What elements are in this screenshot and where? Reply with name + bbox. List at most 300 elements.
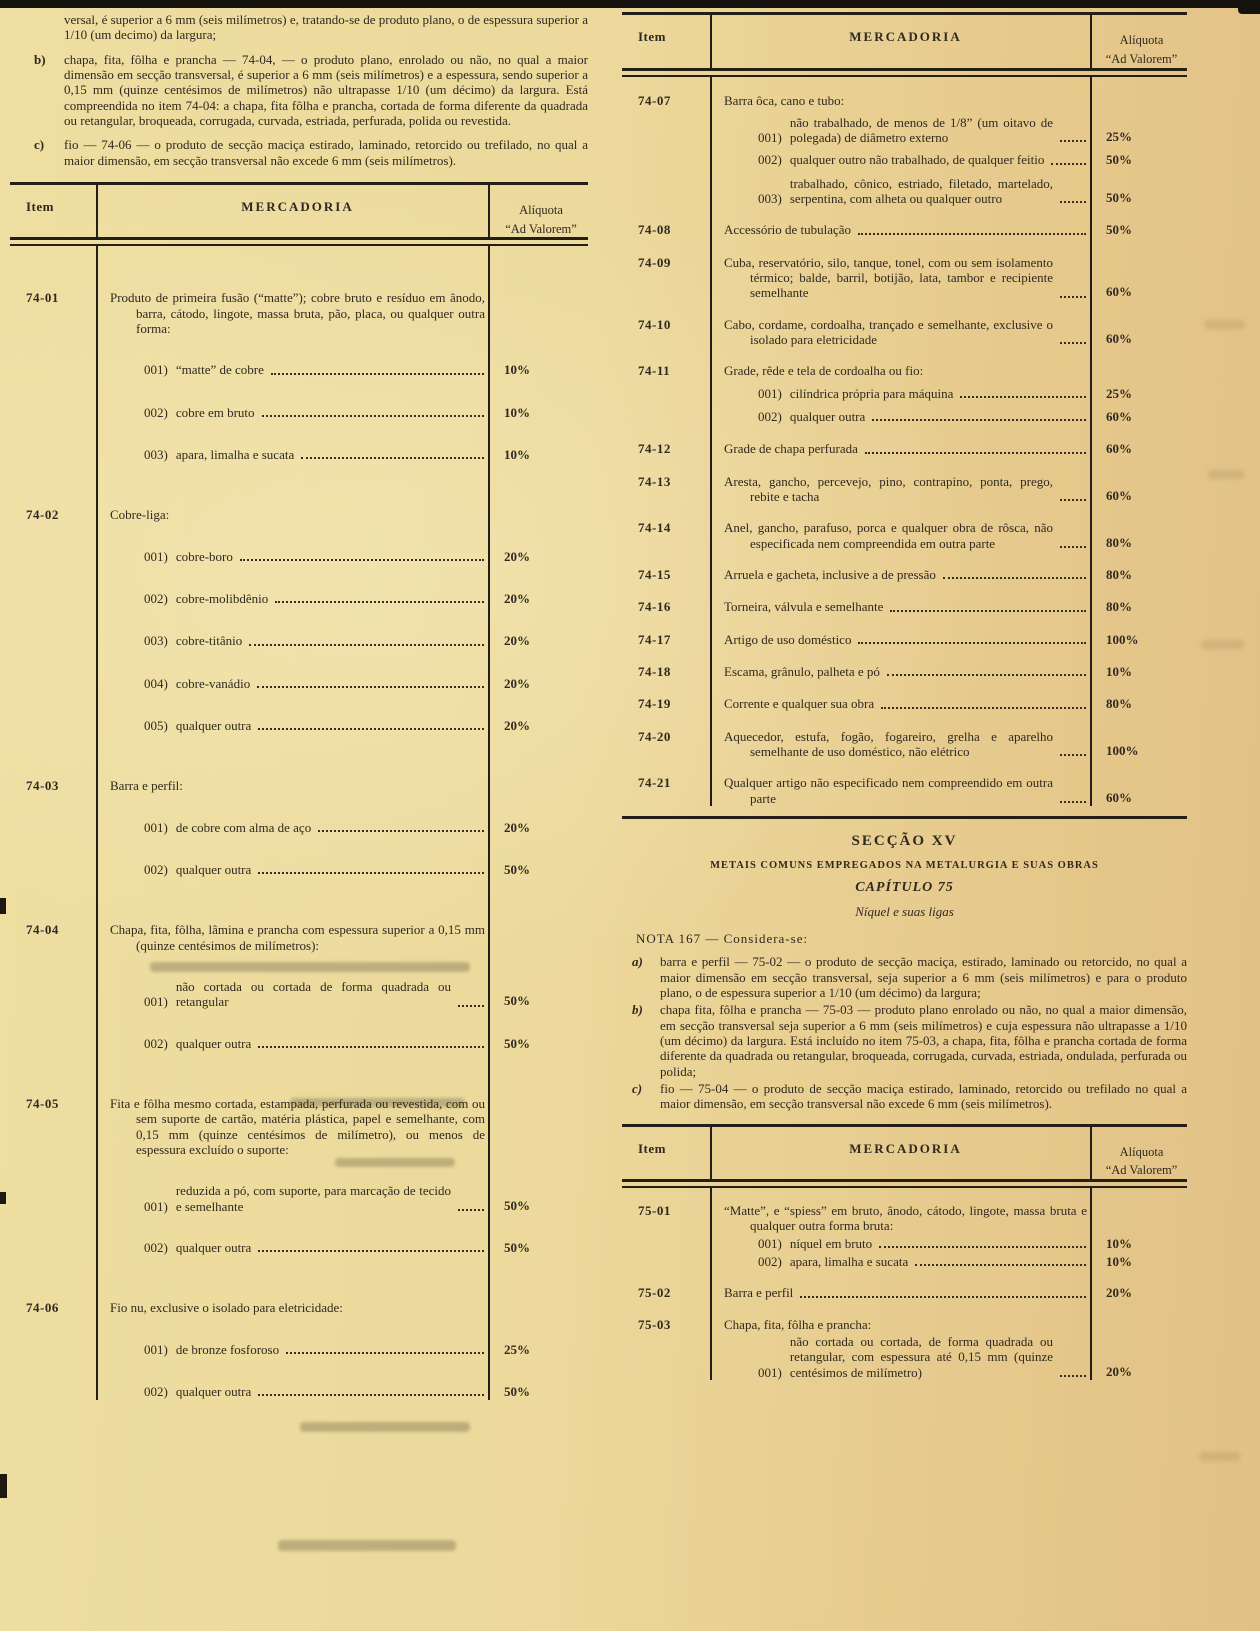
paragraph-text: chapa, fita, fôlha e prancha — 74-04, — o produto plano, enrolado ou não, no qual a maior dimensão em secção transversal, é superior a 6 mm (seis milímetros) e a espessura, sendo superior a 0,15 mm (quinze centésimos de milímetros) não ultrapasse 1/10 (um décimo) da largura. Está compreendida no item 74-04: a chapa, fita fôlha e prancha, cortada de forma diferente da quadrada ou retangular, broqueada, corrugada, curvada, estriada, perfurada, polida ou revestida.	[64, 51, 588, 128]
row-description-line	[724, 1317, 1087, 1332]
subitem-cell	[98, 650, 490, 692]
subrow-spacer-cell	[10, 650, 98, 692]
subitem-line	[110, 862, 485, 877]
row-description: Aresta, gancho, percevejo, pino, contrapino, ponta, prego, rebite e tacha	[724, 473, 1053, 505]
subitem-rate: 20%	[1106, 1363, 1132, 1379]
row-description-cell	[712, 551, 1092, 583]
row-item-code: 74-02	[10, 463, 98, 522]
subitem-text: não cortada ou cortada, de forma quadrada ou retangular, com espessura até 0,15 mm (quinze centésimos de milímetro)	[789, 1334, 1053, 1380]
subitem-cell	[712, 169, 1092, 207]
row-rate	[1092, 77, 1187, 108]
subitem-line	[110, 1183, 485, 1214]
bleed-through-mark	[1200, 1452, 1240, 1461]
subitem-text: cobre-titânio	[175, 633, 243, 649]
table-row	[622, 504, 1187, 551]
subitem-cell	[98, 692, 490, 734]
subitem-number: 003)	[758, 191, 782, 207]
subitem-line	[110, 820, 485, 835]
row-description-line	[110, 778, 485, 793]
row-description-line	[110, 290, 485, 336]
subrow-spacer-cell	[10, 1214, 98, 1256]
row-description-cell	[712, 616, 1092, 648]
subrow-spacer-cell	[622, 1332, 712, 1380]
paragraph-text: versal, é superior a 6 mm (seis milímetros) e, tratando-se de produto plano, o de espessura superior a 1/10 (um decimo) da largura;	[64, 12, 588, 43]
subrow-spacer-cell	[10, 421, 98, 463]
row-description: Cabo, cordame, cordoalha, trançado e semelhante, exclusive o isolado para eletricidade	[724, 316, 1053, 348]
subitem-text: cobre-boro	[175, 548, 233, 564]
dotted-leader	[286, 1352, 484, 1354]
subitem-number: 001)	[758, 385, 782, 401]
dotted-leader	[1060, 1375, 1086, 1377]
row-description-cell	[98, 246, 490, 336]
dotted-leader	[258, 1394, 484, 1396]
subitem-number: 001)	[144, 362, 168, 378]
ink-smudge	[335, 1158, 455, 1167]
table-row	[10, 734, 588, 793]
subitem-line	[110, 1240, 485, 1255]
row-rate: 100%	[1106, 631, 1139, 647]
dotted-leader	[872, 419, 1086, 421]
paragraph-label: b)	[632, 1002, 643, 1018]
aliquota-line2: “Ad Valorem”	[1105, 51, 1178, 66]
row-description-line	[110, 922, 485, 953]
row-description-cell	[98, 1256, 490, 1315]
dotted-leader	[800, 1296, 1086, 1298]
subitem-cell	[98, 565, 490, 607]
subrow-spacer-cell	[10, 953, 98, 1010]
subitem-number: 003)	[144, 447, 168, 463]
paragraph-label	[34, 12, 64, 43]
subitem-number: 002)	[144, 1383, 168, 1399]
table-subrow	[10, 1316, 588, 1358]
subitem-text: apara, limalha e sucata	[789, 1254, 909, 1270]
row-description: Fio nu, exclusive o isolado para eletricidade:	[110, 1300, 343, 1316]
nickel-table-wrap	[622, 1124, 1187, 1380]
row-description: Chapa, fita, fôlha e prancha:	[724, 1316, 872, 1332]
subitem-number: 001)	[144, 1198, 168, 1214]
row-item-code: 74-15	[622, 551, 712, 583]
subitem-number: 003)	[144, 633, 168, 649]
row-description: Cobre-liga:	[110, 507, 170, 523]
paragraph	[34, 52, 588, 129]
subitem-cell	[98, 1316, 490, 1358]
subrow-spacer-cell	[10, 379, 98, 421]
col-header-mercadoria: MERCADORIA	[98, 185, 490, 238]
subitem-cell	[98, 1010, 490, 1052]
row-description-line	[724, 729, 1087, 760]
subitem-line	[724, 1236, 1087, 1251]
dotted-leader	[240, 559, 484, 561]
subitem-text: qualquer outra	[175, 718, 252, 734]
dotted-leader	[1060, 546, 1086, 548]
row-description: Torneira, válvula e semelhante	[724, 599, 884, 615]
subitem-cell	[712, 108, 1092, 146]
subitem-rate: 10%	[1106, 1254, 1132, 1270]
subitem-number: 001)	[144, 994, 168, 1010]
row-description: Produto de primeira fusão (“matte”); cobre bruto e resíduo em ânodo, barra, cátodo, lingote, massa bruta, pão, placa, ou qualquer outra forma:	[110, 290, 485, 337]
row-description-line	[110, 507, 485, 522]
row-description-cell	[712, 648, 1092, 680]
subitem-text: de cobre com alma de aço	[175, 819, 312, 835]
row-rate	[490, 878, 588, 953]
dotted-leader	[1060, 499, 1086, 501]
subitem-cell	[712, 402, 1092, 425]
row-description: Barra ôca, cano e tubo:	[724, 92, 845, 108]
row-description: Cuba, reservatório, silo, tanque, tonel, com ou sem isolamento térmico; balde, barril, botijão, lata, tambor e recipiente semelhante	[724, 254, 1053, 301]
row-description: Grade de chapa perfurada	[724, 441, 858, 457]
subitem-rate: 20%	[504, 633, 530, 649]
paragraph	[622, 1002, 1187, 1079]
dotted-leader	[858, 233, 1086, 235]
section-heading-block	[622, 833, 1187, 919]
row-rate	[1092, 347, 1187, 378]
row-item-code: 74-17	[622, 616, 712, 648]
row-item-code: 75-03	[622, 1302, 712, 1332]
dotted-leader	[258, 1046, 484, 1048]
row-item-code: 74-14	[622, 504, 712, 551]
subitem-rate: 60%	[1106, 409, 1132, 425]
paragraph	[622, 1081, 1187, 1112]
row-description-cell	[712, 1302, 1092, 1332]
row-item-code: 74-07	[622, 77, 712, 108]
row-rate: 100%	[1106, 743, 1139, 759]
subitem-text: reduzida a pó, com suporte, para marcação de tecido e semelhante	[175, 1183, 451, 1214]
nota-167-block	[622, 931, 1187, 1112]
subitem-text: “matte” de cobre	[175, 362, 264, 378]
table-row	[10, 878, 588, 953]
row-description-line	[724, 363, 1087, 378]
table-body	[622, 1188, 1187, 1380]
subrow-spacer-cell	[622, 108, 712, 146]
dotted-leader	[318, 830, 484, 832]
row-rate: 10%	[1106, 664, 1132, 680]
subitem-cell	[98, 379, 490, 421]
row-description-line	[724, 1285, 1087, 1300]
aliquota-line2: “Ad Valorem”	[1105, 1163, 1178, 1178]
row-description: Barra e perfil	[724, 1285, 794, 1301]
subitem-text: qualquer outra	[175, 1035, 252, 1051]
subrow-spacer-cell	[10, 794, 98, 836]
double-rule	[10, 237, 588, 246]
row-description-line	[724, 255, 1087, 301]
row-rate	[490, 1052, 588, 1157]
subitem-line	[110, 979, 485, 1010]
row-rate	[490, 463, 588, 522]
subitem-text: de bronze fosforoso	[175, 1341, 280, 1357]
row-description-cell	[712, 347, 1092, 378]
row-item-code: 74-20	[622, 713, 712, 760]
table-subrow	[10, 565, 588, 607]
subitem-cell	[98, 421, 490, 463]
row-rate	[490, 1256, 588, 1315]
table-subrow	[10, 1010, 588, 1052]
subitem-number: 001)	[144, 548, 168, 564]
col-header-aliquota	[490, 185, 588, 238]
row-item-code: 75-01	[622, 1188, 712, 1234]
row-description-line	[110, 1300, 485, 1315]
tariff-table-copper-continued	[622, 12, 1187, 806]
subitem-text: cobre-vanádio	[175, 675, 251, 691]
subitem-text: qualquer outro não trabalhado, de qualquer feitio	[789, 152, 1045, 168]
dotted-leader	[301, 457, 484, 459]
double-rule	[622, 1179, 1187, 1188]
subitem-text: não trabalhado, de menos de 1/8” (um oitavo de polegada) de diâmetro externo	[789, 114, 1053, 146]
aliquota-line1: Alíquota	[1119, 1144, 1164, 1159]
subitem-rate: 50%	[504, 993, 530, 1009]
table-subrow	[10, 379, 588, 421]
row-rate: 80%	[1106, 534, 1132, 550]
chapter-subject: Níquel e suas ligas	[855, 903, 954, 919]
tariff-table-copper	[10, 182, 588, 1400]
dotted-leader	[890, 610, 1086, 612]
table-row	[622, 1188, 1187, 1234]
subrow-spacer-cell	[10, 1010, 98, 1052]
dotted-leader	[249, 644, 484, 646]
table-row	[10, 246, 588, 336]
table-row	[622, 616, 1187, 648]
dotted-leader	[881, 707, 1086, 709]
row-description: Arruela e gacheta, inclusive a de pressão	[724, 567, 936, 583]
row-rate: 80%	[1106, 599, 1132, 615]
paragraph-text: fio — 75-04 — o produto de secção maciça estirado, laminado, retorcido ou trefilado no qual a maior dimensão, em secção transversal não excede 6 mm (seis milímetros).	[660, 1080, 1187, 1112]
row-item-code: 74-13	[622, 458, 712, 505]
subitem-rate: 50%	[504, 862, 530, 878]
table-header	[10, 185, 588, 238]
dotted-leader	[258, 872, 484, 874]
col-header-mercadoria: MERCADORIA	[712, 1127, 1092, 1180]
subitem-rate: 20%	[504, 675, 530, 691]
row-item-code: 74-09	[622, 239, 712, 301]
row-description-cell	[98, 734, 490, 793]
subrow-spacer-cell	[10, 1358, 98, 1400]
subitem-rate: 20%	[504, 819, 530, 835]
paragraph-label: b)	[34, 51, 46, 67]
row-rate: 60%	[1106, 488, 1132, 504]
table-subrow	[10, 421, 588, 463]
subitem-cell	[98, 1214, 490, 1256]
table-row	[622, 759, 1187, 806]
row-description: Anel, gancho, parafuso, porca e qualquer obra de rôsca, não especificada nem compreendida em outra parte	[724, 520, 1053, 551]
subitem-number: 002)	[758, 1254, 782, 1270]
table-subrow	[622, 402, 1187, 425]
nota-heading: NOTA 167 — Considera-se:	[636, 930, 809, 946]
row-description-line	[724, 317, 1087, 348]
dotted-leader	[1060, 140, 1086, 142]
subitem-cell	[712, 379, 1092, 402]
subitem-number: 002)	[758, 152, 782, 168]
dotted-leader	[915, 1264, 1086, 1266]
table-row	[622, 301, 1187, 348]
scan-edge-mark	[0, 1474, 7, 1498]
subitem-cell	[98, 336, 490, 378]
subitem-line	[110, 718, 485, 733]
table-row	[622, 680, 1187, 712]
table-row	[622, 77, 1187, 108]
subrow-spacer-cell	[622, 1252, 712, 1270]
subitem-cell	[98, 836, 490, 878]
row-description-line	[724, 222, 1087, 237]
row-item-code: 74-01	[10, 246, 98, 336]
row-description-line	[724, 664, 1087, 679]
subrow-spacer-cell	[10, 692, 98, 734]
row-description: Aquecedor, estufa, fogão, fogareiro, grelha e aparelho semelhante de uso doméstico, não elétrico	[724, 728, 1053, 760]
subitem-rate: 50%	[504, 1035, 530, 1051]
table-subrow	[10, 523, 588, 565]
table-row	[622, 239, 1187, 301]
subitem-text: trabalhado, cônico, estriado, filetado, martelado, serpentina, com alheta ou qualquer outro	[789, 175, 1053, 207]
tariff-table-nickel	[622, 1124, 1187, 1380]
row-description-line	[724, 632, 1087, 647]
section-subtitle: METAIS COMUNS EMPREGADOS NA METALURGIA E SUAS OBRAS	[710, 859, 1099, 871]
row-item-code: 74-03	[10, 734, 98, 793]
scan-edge-mark	[0, 898, 6, 914]
subitem-number: 001)	[144, 1341, 168, 1357]
subitem-text: apara, limalha e sucata	[175, 447, 295, 463]
dotted-leader	[258, 1250, 484, 1252]
subrow-spacer-cell	[10, 836, 98, 878]
subitem-line	[110, 1342, 485, 1357]
row-description-cell	[712, 759, 1092, 806]
dotted-leader	[1060, 201, 1086, 203]
subitem-cell	[98, 523, 490, 565]
row-description-line	[724, 775, 1087, 806]
row-rate: 80%	[1106, 567, 1132, 583]
row-description-cell	[712, 77, 1092, 108]
row-description: Chapa, fita, fôlha, lâmina e prancha com espessura superior a 0,15 mm (quinze centésimos de milímetros):	[110, 922, 485, 953]
table-header	[622, 1127, 1187, 1180]
subitem-rate: 10%	[504, 362, 530, 378]
row-description: Artigo de uso doméstico	[724, 631, 852, 647]
subitem-text: cobre em bruto	[175, 404, 255, 420]
table-row	[622, 583, 1187, 615]
subitem-line	[110, 447, 485, 462]
subitem-rate: 20%	[504, 591, 530, 607]
row-rate	[490, 246, 588, 336]
subrow-spacer-cell	[622, 145, 712, 168]
subitem-number: 002)	[144, 862, 168, 878]
nota-items	[622, 954, 1187, 1111]
bleed-through-mark	[1205, 320, 1245, 329]
subitem-line	[110, 676, 485, 691]
subrow-spacer-cell	[622, 379, 712, 402]
subitem-cell	[98, 1358, 490, 1400]
row-item-code: 74-11	[622, 347, 712, 378]
section-title: SECÇÃO XV	[851, 833, 958, 850]
table-row	[622, 458, 1187, 505]
subitem-number: 002)	[144, 591, 168, 607]
table-row	[10, 1256, 588, 1315]
right-column	[622, 12, 1187, 1380]
subitem-text: qualquer outra	[175, 1383, 252, 1399]
table-subrow	[10, 1214, 588, 1256]
row-rate	[1092, 1302, 1187, 1332]
row-item-code: 74-16	[622, 583, 712, 615]
row-description-line	[724, 696, 1087, 711]
subrow-spacer-cell	[10, 565, 98, 607]
table-row	[622, 1270, 1187, 1301]
row-description-line	[724, 93, 1087, 108]
row-rate	[1092, 1188, 1187, 1234]
table-subrow	[622, 108, 1187, 146]
subitem-cell	[712, 1252, 1092, 1270]
table-row	[622, 551, 1187, 583]
table-row	[622, 206, 1187, 238]
row-rate	[490, 734, 588, 793]
row-description: Corrente e qualquer sua obra	[724, 696, 875, 712]
scan-edge-mark	[0, 1192, 6, 1204]
table-subrow	[622, 145, 1187, 168]
col-header-aliquota	[1092, 15, 1187, 68]
double-rule	[622, 68, 1187, 77]
subitem-line	[110, 405, 485, 420]
bleed-through-mark	[1202, 640, 1244, 649]
aliquota-line2: “Ad Valorem”	[505, 221, 577, 236]
table-subrow	[10, 607, 588, 649]
row-item-code: 74-19	[622, 680, 712, 712]
subitem-rate: 50%	[504, 1197, 530, 1213]
row-description-line	[724, 474, 1087, 505]
table-row	[622, 1302, 1187, 1332]
row-description-cell	[712, 1270, 1092, 1301]
subitem-text: não cortada ou cortada de forma quadrada ou retangular	[175, 979, 451, 1010]
table-subrow	[622, 169, 1187, 207]
table-subrow	[10, 650, 588, 692]
paragraph	[34, 137, 588, 168]
ink-smudge	[278, 1540, 456, 1551]
paragraph	[34, 12, 588, 43]
table-body	[622, 77, 1187, 807]
row-description-cell	[712, 239, 1092, 301]
row-description: Escama, grânulo, palheta e pó	[724, 664, 880, 680]
table-subrow	[10, 836, 588, 878]
dotted-leader	[879, 1246, 1086, 1248]
subitem-rate: 10%	[1106, 1235, 1132, 1251]
table-subrow	[622, 1252, 1187, 1270]
subitem-number: 005)	[144, 718, 168, 734]
subitem-line	[110, 1384, 485, 1399]
table-header	[622, 15, 1187, 68]
subitem-rate: 25%	[504, 1341, 530, 1357]
subitem-cell	[712, 145, 1092, 168]
row-description-line	[724, 1203, 1087, 1234]
subrow-spacer-cell	[622, 169, 712, 207]
dotted-leader	[458, 1005, 484, 1007]
table-row	[622, 648, 1187, 680]
dotted-leader	[458, 1209, 484, 1211]
subitem-rate: 25%	[1106, 385, 1132, 401]
subitem-line	[724, 386, 1087, 401]
subitem-text: qualquer outra	[175, 1239, 252, 1255]
row-description-cell	[712, 680, 1092, 712]
col-header-item: Item	[10, 185, 98, 238]
subrow-spacer-cell	[622, 402, 712, 425]
subitem-rate: 50%	[1106, 190, 1132, 206]
row-description-cell	[712, 458, 1092, 505]
row-item-code: 74-06	[10, 1256, 98, 1315]
paragraph-label: a)	[632, 954, 643, 970]
dotted-leader	[1060, 801, 1086, 803]
subitem-cell	[98, 607, 490, 649]
row-description-cell	[98, 878, 490, 953]
row-description-line	[724, 567, 1087, 582]
row-description-cell	[712, 425, 1092, 457]
dotted-leader	[1060, 296, 1086, 298]
paragraph-text: fio — 74-06 — o produto de secção maciça estirado, laminado, retorcido ou trefilado, no qual a maior dimensão, em secção transversal não excede 6 mm (seis milímetros).	[64, 137, 588, 168]
col-header-aliquota	[1092, 1127, 1187, 1180]
row-item-code: 75-02	[622, 1270, 712, 1301]
row-rate: 60%	[1106, 789, 1132, 805]
col-header-item: Item	[622, 15, 712, 68]
